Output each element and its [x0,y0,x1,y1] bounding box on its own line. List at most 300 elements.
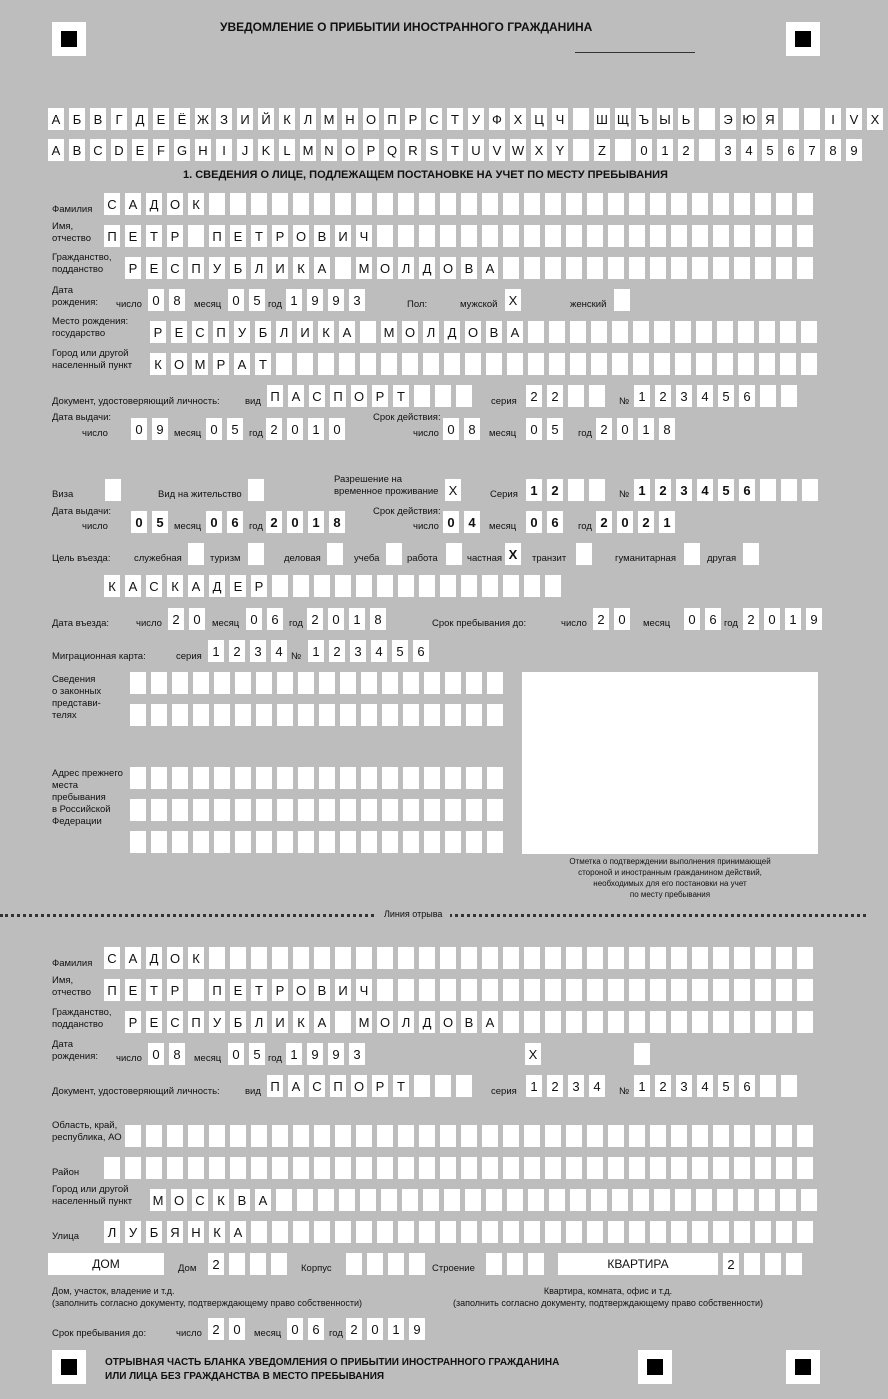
field-prev-address-1-cell[interactable] [445,767,461,789]
checkbox-t-female[interactable] [634,1043,655,1065]
field-permit-number-cell[interactable]: 6 [739,479,755,501]
field-legal-reps-1-cell[interactable] [277,672,293,694]
field-t-house-cell[interactable] [250,1253,266,1275]
field-name-cell[interactable]: П [209,225,225,247]
field-t-surname-cell[interactable] [713,947,729,969]
field-prev-address-2-cell[interactable] [382,799,398,821]
field-t-citizenship-cell[interactable]: И [272,1011,288,1033]
field-profession-cell[interactable] [272,575,288,597]
field-city-cell[interactable]: Т [255,353,271,375]
field-prev-address-3-cell[interactable] [445,831,461,853]
field-t-street-cell[interactable]: Н [188,1221,204,1243]
checkbox-purpose-humanitarian-cell[interactable] [684,543,700,565]
field-t-region-cell[interactable] [797,1125,813,1147]
field-t-doc-number-cell[interactable]: 5 [718,1075,734,1097]
field-legal-reps-2-cell[interactable] [298,704,314,726]
checkbox-male-cell[interactable]: Х [505,289,521,311]
field-permit-issue-year-cell[interactable]: 2 [266,511,282,533]
field-t-citizenship[interactable] [125,1011,818,1033]
field-t-flat[interactable] [723,1253,807,1275]
field-surname-cell[interactable] [440,193,456,215]
checkbox-male[interactable] [505,289,526,311]
field-birthplace-cell[interactable] [717,321,733,343]
field-t-district-cell[interactable] [608,1157,624,1179]
field-t-street-cell[interactable] [461,1221,477,1243]
field-prev-address-3-cell[interactable] [382,831,398,853]
field-permit-number-cell[interactable]: 5 [718,479,734,501]
field-surname-cell[interactable] [482,193,498,215]
field-t-street-cell[interactable] [650,1221,666,1243]
field-mig-number-cell[interactable]: 6 [413,640,429,662]
field-t-street-cell[interactable]: К [209,1221,225,1243]
field-t-citizenship-cell[interactable]: В [461,1011,477,1033]
field-t-district-cell[interactable] [293,1157,309,1179]
checkbox-purpose-work[interactable] [446,543,467,565]
field-city-cell[interactable] [465,353,481,375]
field-t-district-cell[interactable] [545,1157,561,1179]
field-name-cell[interactable] [650,225,666,247]
field-birth-month[interactable] [228,289,270,311]
field-doc-number[interactable] [634,385,802,407]
field-entry-month[interactable] [246,608,288,630]
field-doc-kind-cell[interactable]: Р [372,385,388,407]
field-t-doc-kind-cell[interactable] [435,1075,451,1097]
field-profession-cell[interactable] [545,575,561,597]
field-t-name-cell[interactable]: Е [230,979,246,1001]
field-birthplace-cell[interactable]: Е [171,321,187,343]
field-mig-number-cell[interactable]: 1 [308,640,324,662]
field-prev-address-3-cell[interactable] [466,831,482,853]
field-citizenship-cell[interactable]: Л [398,257,414,279]
field-issue-day-cell[interactable]: 0 [131,418,147,440]
field-profession-cell[interactable]: Д [209,575,225,597]
field-permit-series-cell[interactable]: 2 [547,479,563,501]
field-valid-year[interactable] [596,418,680,440]
field-t-doc-kind-cell[interactable] [456,1075,472,1097]
field-t-street-cell[interactable] [356,1221,372,1243]
field-t-region-cell[interactable] [524,1125,540,1147]
field-name-cell[interactable]: О [293,225,309,247]
field-mig-series-cell[interactable]: 1 [208,640,224,662]
field-prev-address-2-cell[interactable] [445,799,461,821]
field-legal-reps-2-cell[interactable] [445,704,461,726]
field-stay-month-cell[interactable]: 0 [684,608,700,630]
field-birthplace-cell[interactable] [591,321,607,343]
field-city-cell[interactable] [612,353,628,375]
field-t-citizenship-cell[interactable]: Р [125,1011,141,1033]
field-prev-address-3-cell[interactable] [235,831,251,853]
field-surname-cell[interactable]: Д [146,193,162,215]
field-t-city-cell[interactable] [696,1189,712,1211]
field-t-doc-number-cell[interactable]: 1 [634,1075,650,1097]
field-t-street-cell[interactable] [314,1221,330,1243]
field-permit-valid-month-cell[interactable]: 6 [547,511,563,533]
field-name-cell[interactable]: Ч [356,225,372,247]
field-name-cell[interactable] [461,225,477,247]
field-t-street-cell[interactable] [251,1221,267,1243]
field-t-citizenship-cell[interactable]: Л [251,1011,267,1033]
field-legal-reps-2-cell[interactable] [256,704,272,726]
field-permit-valid-day-cell[interactable]: 4 [464,511,480,533]
field-birth-month-cell[interactable]: 0 [228,289,244,311]
field-t-region-cell[interactable] [566,1125,582,1147]
field-doc-kind-cell[interactable]: С [309,385,325,407]
field-t-doc-kind-cell[interactable]: П [330,1075,346,1097]
field-stay-year-cell[interactable]: 0 [764,608,780,630]
field-t-citizenship-cell[interactable] [692,1011,708,1033]
field-t-city-cell[interactable] [465,1189,481,1211]
field-surname-cell[interactable] [377,193,393,215]
checkbox-purpose-work-cell[interactable] [446,543,462,565]
field-birthplace-cell[interactable]: Л [276,321,292,343]
field-t-structure-cell[interactable] [528,1253,544,1275]
field-t-name-cell[interactable]: Т [146,979,162,1001]
field-citizenship-cell[interactable]: Б [230,257,246,279]
field-t-stay-year-cell[interactable]: 2 [346,1318,362,1340]
field-t-stay-month-cell[interactable]: 6 [308,1318,324,1340]
field-city-cell[interactable] [801,353,817,375]
field-t-stay-month-cell[interactable]: 0 [287,1318,303,1340]
field-name-cell[interactable] [713,225,729,247]
field-permit-number[interactable] [634,479,823,501]
field-doc-kind-cell[interactable]: Т [393,385,409,407]
field-t-district-cell[interactable] [587,1157,603,1179]
field-legal-reps-1-cell[interactable] [214,672,230,694]
field-t-surname-cell[interactable] [398,947,414,969]
field-valid-day-cell[interactable]: 0 [443,418,459,440]
field-birthplace-cell[interactable]: М [381,321,397,343]
field-t-district-cell[interactable] [776,1157,792,1179]
field-surname-cell[interactable] [734,193,750,215]
field-t-citizenship-cell[interactable] [608,1011,624,1033]
field-t-district-cell[interactable] [209,1157,225,1179]
field-mig-number-cell[interactable]: 3 [350,640,366,662]
field-t-surname-cell[interactable] [671,947,687,969]
field-t-district-cell[interactable] [419,1157,435,1179]
field-issue-year[interactable] [266,418,350,440]
field-t-city-cell[interactable] [276,1189,292,1211]
field-profession-cell[interactable] [377,575,393,597]
field-doc-kind-cell[interactable]: П [267,385,283,407]
field-t-district-cell[interactable] [755,1157,771,1179]
field-city-cell[interactable]: А [234,353,250,375]
field-legal-reps-2-cell[interactable] [130,704,146,726]
field-prev-address-2-cell[interactable] [172,799,188,821]
field-legal-reps-2-cell[interactable] [424,704,440,726]
field-legal-reps-2[interactable] [130,704,508,726]
field-t-house[interactable] [208,1253,292,1275]
field-birthplace-cell[interactable]: Р [150,321,166,343]
field-t-name-cell[interactable]: И [335,979,351,1001]
field-stay-year[interactable] [743,608,827,630]
field-t-surname-cell[interactable] [419,947,435,969]
field-prev-address-3-cell[interactable] [403,831,419,853]
field-prev-address-3-cell[interactable] [172,831,188,853]
field-t-doc-number-cell[interactable] [760,1075,776,1097]
field-surname-cell[interactable] [713,193,729,215]
field-city-cell[interactable] [297,353,313,375]
field-entry-day-cell[interactable]: 0 [189,608,205,630]
field-citizenship-cell[interactable] [629,257,645,279]
field-t-street-cell[interactable] [398,1221,414,1243]
field-legal-reps-1-cell[interactable] [382,672,398,694]
field-prev-address-1-cell[interactable] [256,767,272,789]
field-t-city-cell[interactable]: О [171,1189,187,1211]
field-surname-cell[interactable] [776,193,792,215]
field-t-citizenship-cell[interactable] [776,1011,792,1033]
field-surname-cell[interactable] [629,193,645,215]
field-prev-address-2-cell[interactable] [214,799,230,821]
field-t-city-cell[interactable] [360,1189,376,1211]
field-t-doc-series-cell[interactable]: 2 [547,1075,563,1097]
checkbox-female-cell[interactable] [614,289,630,311]
field-legal-reps-2-cell[interactable] [172,704,188,726]
field-t-region-cell[interactable] [293,1125,309,1147]
field-profession-cell[interactable] [293,575,309,597]
field-t-city-cell[interactable] [675,1189,691,1211]
field-doc-number-cell[interactable]: 4 [697,385,713,407]
field-profession-cell[interactable]: А [188,575,204,597]
field-city-cell[interactable] [591,353,607,375]
field-t-city[interactable] [150,1189,822,1211]
field-t-region-cell[interactable] [209,1125,225,1147]
field-t-name-cell[interactable]: В [314,979,330,1001]
field-t-name-cell[interactable]: Ч [356,979,372,1001]
field-city-cell[interactable] [633,353,649,375]
field-city-cell[interactable] [570,353,586,375]
field-prev-address-1[interactable] [130,767,508,789]
field-t-stay-day-cell[interactable]: 2 [208,1318,224,1340]
field-t-district-cell[interactable] [482,1157,498,1179]
field-prev-address-1-cell[interactable] [151,767,167,789]
field-t-surname-cell[interactable] [293,947,309,969]
field-t-name-cell[interactable] [419,979,435,1001]
field-profession-cell[interactable] [461,575,477,597]
field-t-street-cell[interactable]: Я [167,1221,183,1243]
field-citizenship-cell[interactable] [566,257,582,279]
field-t-district-cell[interactable] [314,1157,330,1179]
field-profession-cell[interactable] [335,575,351,597]
field-valid-month-cell[interactable]: 0 [526,418,542,440]
field-t-region-cell[interactable] [167,1125,183,1147]
field-name-cell[interactable]: В [314,225,330,247]
field-t-street-cell[interactable] [776,1221,792,1243]
field-birthplace-cell[interactable] [570,321,586,343]
field-t-flat-cell[interactable] [765,1253,781,1275]
field-t-surname-cell[interactable] [440,947,456,969]
field-legal-reps-1-cell[interactable] [424,672,440,694]
field-t-district-cell[interactable] [167,1157,183,1179]
field-t-region-cell[interactable] [377,1125,393,1147]
field-t-city-cell[interactable] [528,1189,544,1211]
field-t-surname-cell[interactable] [650,947,666,969]
field-permit-issue-year-cell[interactable]: 0 [287,511,303,533]
field-doc-series[interactable] [526,385,610,407]
field-t-house-type[interactable]: ДОМ [48,1253,164,1275]
field-legal-reps-1-cell[interactable] [340,672,356,694]
field-name-cell[interactable]: П [104,225,120,247]
field-t-street-cell[interactable]: А [230,1221,246,1243]
field-t-doc-kind-cell[interactable]: Р [372,1075,388,1097]
field-mig-series-cell[interactable]: 3 [250,640,266,662]
field-city-cell[interactable] [528,353,544,375]
field-birth-year-cell[interactable]: 9 [328,289,344,311]
checkbox-residence[interactable] [248,479,269,501]
field-name-cell[interactable] [377,225,393,247]
field-name-cell[interactable] [797,225,813,247]
field-name-cell[interactable] [734,225,750,247]
field-profession-cell[interactable]: К [104,575,120,597]
field-t-region-cell[interactable] [398,1125,414,1147]
field-t-building-cell[interactable] [388,1253,404,1275]
field-surname-cell[interactable] [566,193,582,215]
field-entry-year-cell[interactable]: 2 [307,608,323,630]
field-permit-valid-year-cell[interactable]: 0 [617,511,633,533]
field-entry-year-cell[interactable]: 8 [370,608,386,630]
field-prev-address-1-cell[interactable] [403,767,419,789]
field-t-stay-year[interactable] [346,1318,430,1340]
checkbox-purpose-other-cell[interactable] [743,543,759,565]
field-doc-kind[interactable] [267,385,477,407]
field-city-cell[interactable] [654,353,670,375]
field-legal-reps-1-cell[interactable] [403,672,419,694]
field-birthplace-cell[interactable]: А [507,321,523,343]
field-t-name-cell[interactable] [734,979,750,1001]
field-t-district-cell[interactable] [146,1157,162,1179]
field-prev-address-1-cell[interactable] [340,767,356,789]
field-t-structure-cell[interactable] [486,1253,502,1275]
field-t-citizenship-cell[interactable]: К [293,1011,309,1033]
field-t-surname-cell[interactable] [566,947,582,969]
field-t-region-cell[interactable] [776,1125,792,1147]
field-t-district-cell[interactable] [713,1157,729,1179]
field-prev-address-1-cell[interactable] [130,767,146,789]
field-permit-issue-month-cell[interactable]: 6 [227,511,243,533]
field-surname-cell[interactable]: О [167,193,183,215]
field-surname-cell[interactable] [293,193,309,215]
field-t-name-cell[interactable] [671,979,687,1001]
field-t-name-cell[interactable] [755,979,771,1001]
field-birthplace-cell[interactable] [738,321,754,343]
field-t-city-cell[interactable] [444,1189,460,1211]
field-stay-day[interactable] [593,608,635,630]
field-prev-address-3-cell[interactable] [361,831,377,853]
field-permit-valid-day-cell[interactable]: 0 [443,511,459,533]
field-t-region[interactable] [125,1125,818,1147]
field-t-city-cell[interactable] [570,1189,586,1211]
field-name-cell[interactable] [692,225,708,247]
field-city-cell[interactable] [276,353,292,375]
field-t-district-cell[interactable] [377,1157,393,1179]
field-city[interactable] [150,353,822,375]
field-citizenship-cell[interactable]: И [272,257,288,279]
field-t-name-cell[interactable] [629,979,645,1001]
field-prev-address-2[interactable] [130,799,508,821]
field-t-surname-cell[interactable] [587,947,603,969]
field-prev-address-1-cell[interactable] [319,767,335,789]
field-t-street-cell[interactable] [755,1221,771,1243]
field-citizenship-cell[interactable]: С [167,257,183,279]
field-valid-day-cell[interactable]: 8 [464,418,480,440]
field-issue-month[interactable] [206,418,248,440]
field-legal-reps-2-cell[interactable] [193,704,209,726]
field-prev-address-3-cell[interactable] [151,831,167,853]
field-t-street-cell[interactable] [587,1221,603,1243]
field-permit-series[interactable] [526,479,610,501]
field-t-street-cell[interactable] [272,1221,288,1243]
field-t-region-cell[interactable] [146,1125,162,1147]
field-surname-cell[interactable] [671,193,687,215]
field-t-street-cell[interactable] [440,1221,456,1243]
field-prev-address-1-cell[interactable] [172,767,188,789]
checkbox-temp-permit-cell[interactable]: Х [445,479,461,501]
field-name-cell[interactable]: Т [146,225,162,247]
field-t-region-cell[interactable] [272,1125,288,1147]
checkbox-purpose-private-cell[interactable]: Х [505,543,521,565]
field-birth-year-cell[interactable]: 9 [307,289,323,311]
field-prev-address-1-cell[interactable] [235,767,251,789]
field-citizenship-cell[interactable] [755,257,771,279]
checkbox-purpose-study-cell[interactable] [386,543,402,565]
field-name-cell[interactable] [671,225,687,247]
field-t-city-cell[interactable] [801,1189,817,1211]
field-t-region-cell[interactable] [251,1125,267,1147]
field-surname-cell[interactable] [545,193,561,215]
field-t-citizenship-cell[interactable]: Д [419,1011,435,1033]
field-profession-cell[interactable]: К [167,575,183,597]
field-t-city-cell[interactable] [297,1189,313,1211]
field-t-district-cell[interactable] [188,1157,204,1179]
field-t-city-cell[interactable] [780,1189,796,1211]
field-profession-cell[interactable]: А [125,575,141,597]
field-valid-year-cell[interactable]: 1 [638,418,654,440]
field-citizenship-cell[interactable] [608,257,624,279]
field-t-city-cell[interactable]: К [213,1189,229,1211]
field-t-district-cell[interactable] [461,1157,477,1179]
field-prev-address-2-cell[interactable] [466,799,482,821]
field-prev-address-2-cell[interactable] [235,799,251,821]
field-city-cell[interactable] [717,353,733,375]
field-doc-kind-cell[interactable] [414,385,430,407]
field-prev-address-2-cell[interactable] [487,799,503,821]
field-permit-issue-year[interactable] [266,511,350,533]
field-t-district-cell[interactable] [251,1157,267,1179]
field-t-doc-kind[interactable] [267,1075,477,1097]
field-city-cell[interactable]: К [150,353,166,375]
field-birth-day[interactable] [148,289,190,311]
field-t-surname-cell[interactable] [608,947,624,969]
field-t-name-cell[interactable] [566,979,582,1001]
field-t-doc-number-cell[interactable]: 3 [676,1075,692,1097]
field-t-surname-cell[interactable] [524,947,540,969]
field-birthplace-cell[interactable]: К [318,321,334,343]
field-birthplace-cell[interactable]: О [465,321,481,343]
field-t-birth-month-cell[interactable]: 0 [228,1043,244,1065]
field-t-surname-cell[interactable]: О [167,947,183,969]
field-t-surname-cell[interactable]: Д [146,947,162,969]
field-city-cell[interactable] [738,353,754,375]
field-permit-valid-year-cell[interactable]: 2 [596,511,612,533]
field-t-name-cell[interactable]: Р [167,979,183,1001]
field-permit-valid-month[interactable] [526,511,568,533]
field-t-name-cell[interactable] [608,979,624,1001]
field-t-surname-cell[interactable] [230,947,246,969]
field-t-region-cell[interactable] [482,1125,498,1147]
field-city-cell[interactable] [402,353,418,375]
field-t-citizenship-cell[interactable]: А [482,1011,498,1033]
field-t-district-cell[interactable] [125,1157,141,1179]
field-legal-reps-2-cell[interactable] [214,704,230,726]
